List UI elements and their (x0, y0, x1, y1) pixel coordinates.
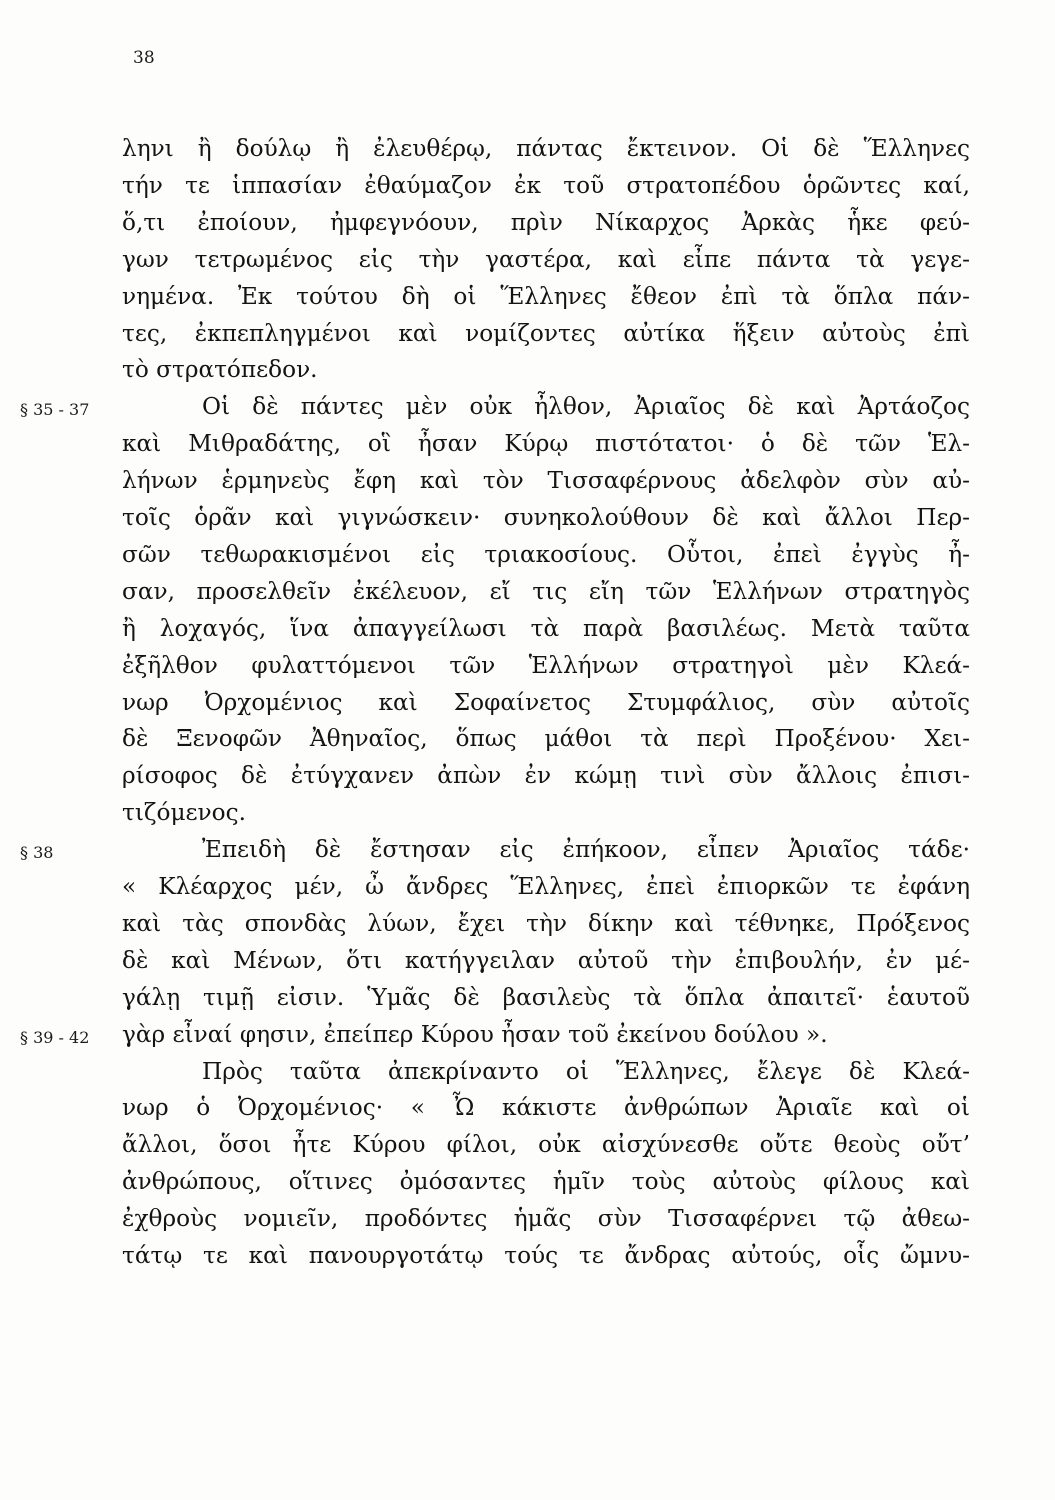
text-line: νωρ ὁ Ὀρχομένιος· « Ὦ κάκιστε ἀνθρώπων Ἀριαῖε καὶ οἱ (122, 1094, 970, 1122)
text-line: τοῖς ὁρᾶν καὶ γιγνώσκειν· συνηκολούθουν δὲ καὶ ἄλλοι Περ- (122, 504, 970, 531)
text-line: ἀνθρώπους, οἵτινες ὀμόσαντες ἡμῖν τοὺς αὐτοὺς φίλους καὶ (122, 1168, 970, 1196)
text-line: τήν τε ἱππασίαν ἐθαύμαζον ἐκ τοῦ στρατοπέδου ὁρῶντες καί, (122, 171, 970, 199)
text-line: ὅ,τι ἐποίουν, ἠμφεγνόουν, πρὶν Νίκαρχος Ἀρκὰς ἧκε φεύ- (122, 208, 970, 236)
text-line: καὶ Μιθραδάτης, οἳ ἦσαν Κύρῳ πιστότατοι· ὁ δὲ τῶν Ἑλ- (122, 430, 970, 458)
text-line: Πρὸς ταῦτα ἀπεκρίναντο οἱ Ἕλληνες, ἔλεγε δὲ Κλεά- (202, 1057, 970, 1085)
text-line: ρίσοφος δὲ ἐτύγχανεν ἀπὼν ἐν κώμῃ τινὶ σὺν ἄλλοις ἐπισι- (122, 762, 970, 790)
text-line: ἄλλοι, ὅσοι ἦτε Κύρου φίλοι, οὐκ αἰσχύνεσθε οὔτε θεοὺς οὔτ’ (122, 1131, 970, 1159)
section-reference: § 39 - 42 (20, 1027, 90, 1047)
text-line: νημένα. Ἐκ τούτου δὴ οἱ Ἕλληνες ἔθεον ἐπὶ τὰ ὅπλα πάν- (122, 282, 970, 310)
text-line: τάτῳ τε καὶ πανουργοτάτῳ τούς τε ἄνδρας αὐτούς, οἷς ὤμνυ- (122, 1242, 970, 1269)
text-line: γάλῃ τιμῇ εἰσιν. Ὑμᾶς δὲ βασιλεὺς τὰ ὅπλα ἀπαιτεῖ· ἑαυτοῦ (122, 983, 970, 1011)
text-line: δὲ Ξενοφῶν Ἀθηναῖος, ὅπως μάθοι τὰ περὶ Προξένου· Χει- (122, 725, 970, 753)
text-line: σαν, προσελθεῖν ἐκέλευον, εἴ τις εἴη τῶν Ἑλλήνων στρατηγὸς (122, 577, 970, 605)
text-line: ληνι ἢ δούλῳ ἢ ἐλευθέρῳ, πάντας ἔκτεινον. Οἱ δὲ Ἕλληνες (122, 135, 970, 162)
text-line: γων τετρωμένος εἰς τὴν γαστέρα, καὶ εἶπε πάντα τὰ γεγε- (122, 245, 970, 273)
text-line: καὶ τὰς σπονδὰς λύων, ἔχει τὴν δίκην καὶ τέθνηκε, Πρόξενος (122, 909, 970, 937)
text-line: γὰρ εἶναί φησιν, ἐπείπερ Κύρου ἦσαν τοῦ ἐκείνου δούλου ». (122, 1020, 828, 1048)
text-line: λήνων ἑρμηνεὺς ἔφη καὶ τὸν Τισσαφέρνους ἀδελφὸν σὺν αὐ- (122, 467, 970, 495)
text-line: τιζόμενος. (122, 799, 246, 827)
text-line: « Κλέαρχος μέν, ὦ ἄνδρες Ἕλληνες, ἐπεὶ ἐπιορκῶν τε ἐφάνη (122, 873, 970, 900)
text-line: τὸ στρατόπεδον. (122, 356, 318, 384)
text-line: τες, ἐκπεπληγμένοι καὶ νομίζοντες αὐτίκα ἥξειν αὐτοὺς ἐπὶ (122, 319, 970, 347)
section-reference: § 38 (20, 843, 54, 863)
text-line: νωρ Ὀρχομένιος καὶ Σοφαίνετος Στυμφάλιος, σὺν αὐτοῖς (122, 688, 970, 716)
section-reference: § 35 - 37 (20, 400, 90, 420)
text-line: ἐχθροὺς νομιεῖν, προδόντες ἡμᾶς σὺν Τισσαφέρνει τῷ ἀθεω- (122, 1205, 970, 1233)
text-line: ἢ λοχαγός, ἵνα ἀπαγγείλωσι τὰ παρὰ βασιλέως. Μετὰ ταῦτα (122, 614, 970, 642)
text-line: ἐξῆλθον φυλαττόμενοι τῶν Ἑλλήνων στρατηγοὶ μὲν Κλεά- (122, 651, 970, 679)
page-number: 38 (133, 48, 155, 68)
text-line: Οἱ δὲ πάντες μὲν οὐκ ἦλθον, Ἀριαῖος δὲ καὶ Ἀρτάοζος (202, 393, 970, 421)
text-line: δὲ καὶ Μένων, ὅτι κατήγγειλαν αὐτοῦ τὴν ἐπιβουλήν, ἐν μέ- (122, 946, 970, 974)
text-line: Ἐπειδὴ δὲ ἔστησαν εἰς ἐπήκοον, εἶπεν Ἀριαῖος τάδε· (202, 836, 970, 864)
text-line: σῶν τεθωρακισμένοι εἰς τριακοσίους. Οὗτοι, ἐπεὶ ἐγγὺς ἦ- (122, 540, 970, 568)
